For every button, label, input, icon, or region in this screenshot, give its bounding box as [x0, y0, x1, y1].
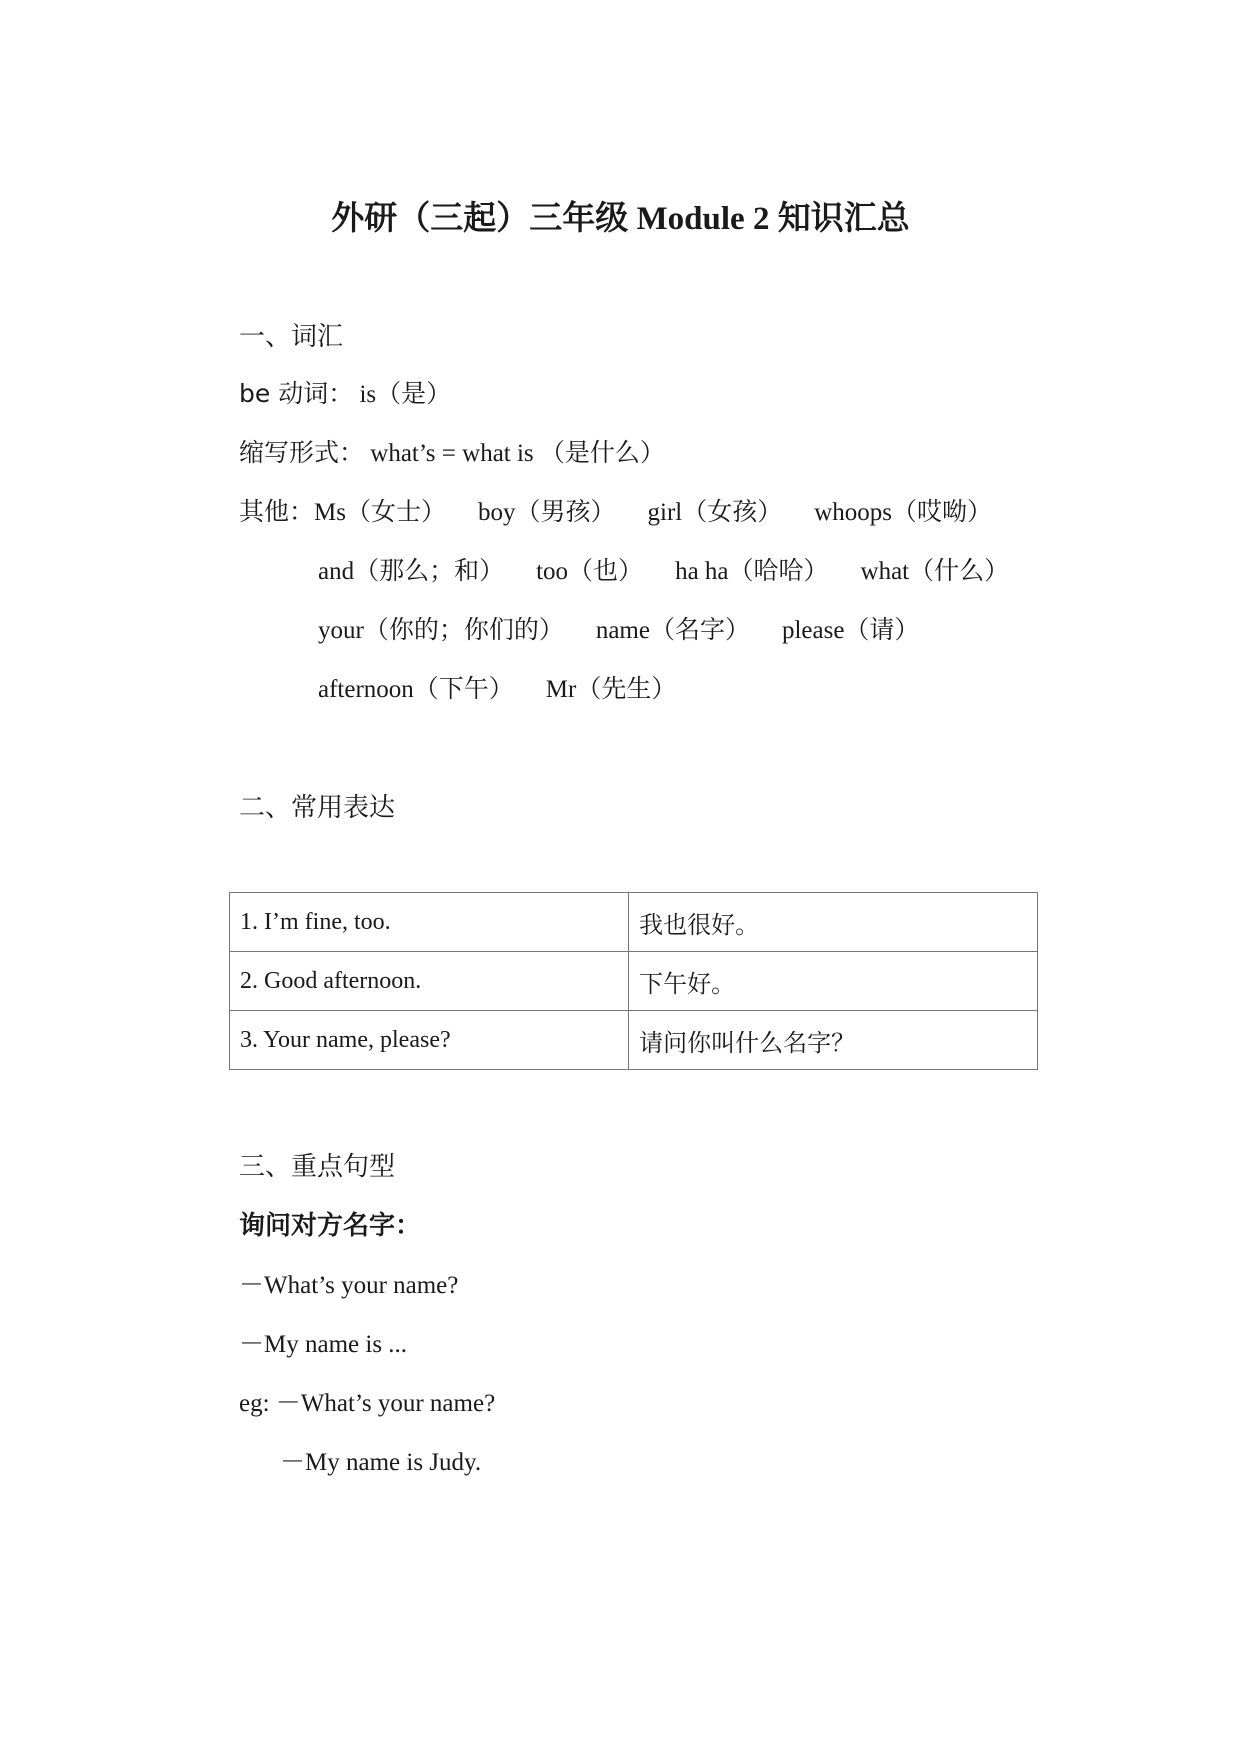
sentence-line: －What’s your name? [239, 1272, 459, 1299]
vocab-item: please（请） [781, 617, 920, 644]
ask-name-subheading: 询问对方名字： [239, 1211, 422, 1241]
vocab-item: what（什么） [860, 558, 1010, 585]
others-line-1 [239, 492, 1024, 528]
sentence-line: －My name is ... [239, 1331, 408, 1358]
others-line-3 [318, 610, 951, 646]
vocab-item: Ms（女士） [314, 499, 446, 526]
english-cell: 1. I’m fine, too. [230, 893, 629, 952]
english-cell: 3. Your name, please? [230, 1011, 629, 1070]
be-verb-value: is（是） [359, 381, 452, 408]
vocab-item: girl（女孩） [647, 499, 783, 526]
chinese-cell: 请问你叫什么名字？ [629, 1011, 1038, 1070]
section-expressions-heading: 二、常用表达 [239, 793, 396, 823]
table-row [230, 952, 1038, 1011]
others-label: 其他： [239, 497, 315, 526]
vocab-item: boy（男孩） [477, 499, 616, 526]
vocab-item: afternoon（下午） [318, 676, 514, 703]
others-line-2 [318, 551, 1041, 587]
vocab-item: Mr（先生） [545, 676, 677, 703]
section-vocabulary-heading: 一、词汇 [239, 322, 344, 352]
english-cell: 2. Good afternoon. [230, 952, 629, 1011]
vocab-item: too（也） [536, 558, 644, 585]
be-verb-line [239, 374, 451, 410]
table-row [230, 1011, 1038, 1070]
document-title: 外研（三起）三年级 Module 2 知识汇总 [331, 201, 910, 237]
contraction-line [239, 433, 665, 469]
table-row [230, 893, 1038, 952]
contraction-value: what’s = what is （是什么） [370, 440, 665, 467]
example-line: eg: －What’s your name? [239, 1390, 496, 1417]
vocab-item: your（你的；你们的） [318, 617, 564, 644]
vocab-item: ha ha（哈哈） [675, 558, 829, 585]
be-verb-label: be 动词： [239, 379, 354, 408]
example-line: －My name is Judy. [280, 1449, 482, 1476]
chinese-cell: 下午好。 [629, 952, 1038, 1011]
expressions-table [229, 892, 1038, 1070]
section-key-sentences-heading: 三、重点句型 [239, 1152, 396, 1182]
others-line-4 [318, 669, 708, 705]
vocab-item: name（名字） [595, 617, 750, 644]
vocab-item: and（那么；和） [318, 558, 505, 585]
vocab-item: whoops（哎呦） [814, 499, 993, 526]
contraction-label: 缩写形式： [239, 438, 365, 467]
chinese-cell: 我也很好。 [629, 893, 1038, 952]
